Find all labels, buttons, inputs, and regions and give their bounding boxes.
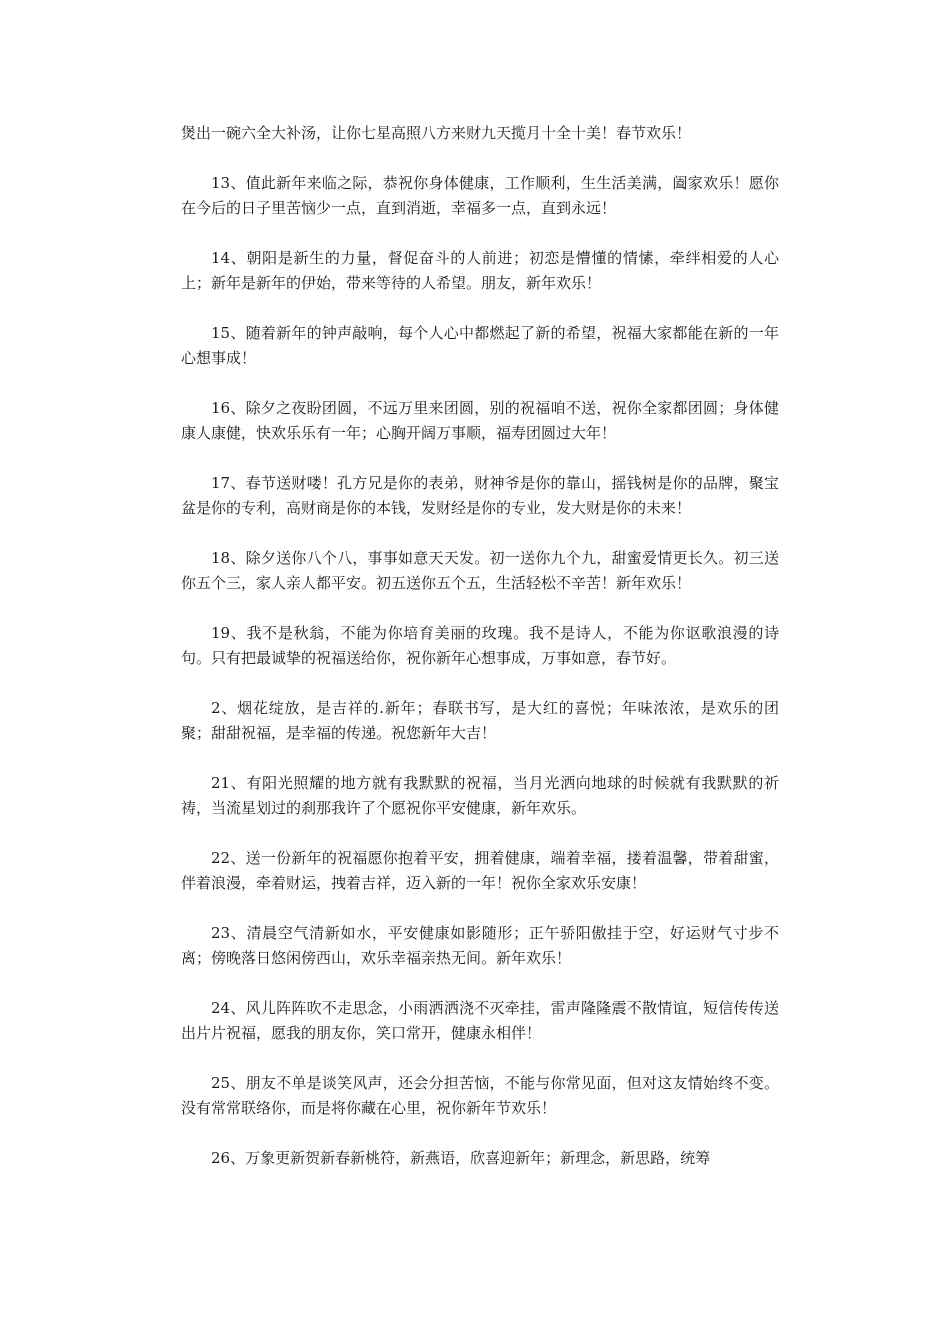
paragraph-19: 19、我不是秋翁，不能为你培育美丽的玫瑰。我不是诗人，不能为你讴歌浪漫的诗句。只有把最诚挚的祝福送给你，祝你新年心想事成，万事如意，春节好。	[181, 624, 779, 667]
paragraph-14: 14、朝阳是新生的力量，督促奋斗的人前进；初恋是懵懂的情愫，牵绊相爱的人心上；新年是新年的伊始，带来等待的人希望。朋友，新年欢乐！	[181, 249, 779, 292]
paragraph-22: 22、送一份新年的祝福愿你抱着平安，拥着健康，端着幸福，搂着温馨，带着甜蜜，伴着浪漫，牵着财运，拽着吉祥，迈入新的一年！祝你全家欢乐安康！	[181, 849, 779, 892]
paragraph-17: 17、春节送财喽！孔方兄是你的表弟，财神爷是你的靠山，摇钱树是你的品牌，聚宝盆是你的专利，高财商是你的本钱，发财经是你的专业，发大财是你的未来！	[181, 474, 779, 517]
paragraph-21: 21、有阳光照耀的地方就有我默默的祝福，当月光洒向地球的时候就有我默默的祈祷，当流星划过的刹那我许了个愿祝你平安健康，新年欢乐。	[181, 774, 779, 817]
document-body	[181, 121, 779, 1196]
paragraph-15: 15、随着新年的钟声敲响，每个人心中都燃起了新的希望，祝福大家都能在新的一年心想事成！	[181, 324, 779, 367]
paragraph-18: 18、除夕送你八个八，事事如意天天发。初一送你九个九，甜蜜爱情更长久。初三送你五个三，家人亲人都平安。初五送你五个五，生活轻松不辛苦！新年欢乐！	[181, 549, 779, 592]
paragraph-24: 24、风儿阵阵吹不走思念，小雨洒洒浇不灭牵挂，雷声隆隆震不散情谊，短信传传送出片片祝福，愿我的朋友你，笑口常开，健康永相伴！	[181, 999, 779, 1042]
paragraph-2: 2、烟花绽放，是吉祥的.新年；春联书写，是大红的喜悦；年味浓浓，是欢乐的团聚；甜甜祝福，是幸福的传递。祝您新年大吉！	[181, 699, 779, 742]
paragraph-26: 26、万象更新贺新春新桃符，新燕语，欣喜迎新年；新理念，新思路，统筹	[211, 1149, 711, 1167]
paragraph-continuation: 煲出一碗六全大补汤，让你七星高照八方来财九天揽月十全十美！春节欢乐！	[181, 124, 692, 142]
paragraph-16: 16、除夕之夜盼团圆，不远万里来团圆，别的祝福咱不送，祝你全家都团圆；身体健康人康健，快欢乐乐有一年；心胸开阔万事顺，福寿团圆过大年！	[181, 399, 779, 442]
paragraph-13: 13、值此新年来临之际，恭祝你身体健康，工作顺利，生生活美满，阖家欢乐！愿你在今后的日子里苦恼少一点，直到消逝，幸福多一点，直到永远！	[181, 174, 779, 217]
paragraph-23: 23、清晨空气清新如水，平安健康如影随形；正午骄阳傲挂于空，好运财气寸步不离；傍晚落日悠闲傍西山，欢乐幸福亲热无间。新年欢乐！	[181, 924, 779, 967]
paragraph-25: 25、朋友不单是谈笑风声，还会分担苦恼，不能与你常见面，但对这友情始终不变。没有常常联络你，而是将你藏在心里，祝你新年节欢乐！	[181, 1074, 779, 1117]
